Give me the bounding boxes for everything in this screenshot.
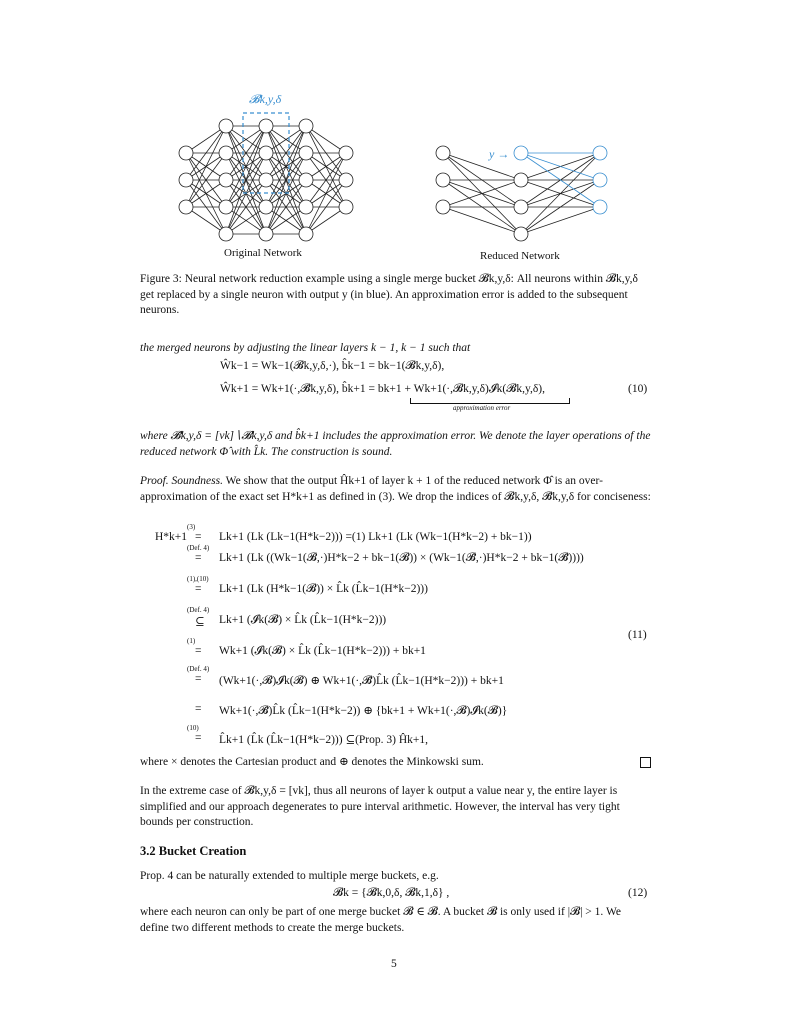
bucket-label: 𝓑k,y,δ: [249, 92, 282, 106]
page-number: 5: [391, 958, 397, 970]
derivation-rhs: Lk+1 (𝓘k(𝓑) × L̂k (L̂k−1(H*k−2))): [219, 614, 387, 626]
network-edge: [521, 207, 600, 234]
neuron-node: [179, 146, 193, 160]
eq10-line1: Ŵk−1 = Wk−1(𝓑k,y,δ,·), b̂k−1 = bk−1(𝓑k,y,δ),: [220, 360, 445, 372]
derivation-rhs: Wk+1 (𝓘k(𝓑) × L̂k (L̂k−1(H*k−2))) + bk+1: [219, 645, 426, 657]
eq12: 𝓑k = {𝓑k,0,δ, 𝓑k,1,δ} ,: [333, 887, 450, 899]
neuron-node: [259, 146, 273, 160]
eq10-number: (10): [628, 383, 648, 395]
proof-closing: where × denotes the Cartesian product and ⊕ denotes the Minkowski sum.: [140, 756, 484, 768]
derivation-justification: (Def. 4): [187, 606, 210, 614]
neuron-node: [259, 173, 273, 187]
derivation-relation: ⊆: [195, 616, 205, 628]
caption-reduced: Reduced Network: [480, 250, 560, 262]
derivation-justification: (Def. 4): [187, 544, 210, 552]
derivation-row: [155, 523, 635, 549]
derivation-justification: (1): [187, 637, 196, 645]
derivation-relation: =: [195, 531, 202, 543]
derivation-relation: =: [195, 645, 202, 657]
section-p2: where each neuron can only be part of one merge bucket 𝓑 ∈ 𝓑. A bucket 𝓑 is only used if |𝓑| > 1. We define two different methods to create the merge buckets.: [140, 906, 622, 934]
neuron-node: [179, 200, 193, 214]
network-edge: [443, 207, 521, 234]
proof-term: Soundness.: [171, 475, 223, 487]
reduced-network: [436, 146, 607, 241]
derivation-relation: =: [195, 703, 202, 715]
neuron-node: [179, 173, 193, 187]
derivation-row: [155, 724, 635, 750]
merged-neuron-node: [514, 146, 528, 160]
derivation-justification: (10): [187, 724, 199, 732]
derivation-row: [155, 637, 635, 663]
extreme-case-paragraph: In the extreme case of 𝓑k,y,δ = [vk], thus all neurons of layer k output a value near y, the entire layer is simplified and our approach degenerates to pure interval arithmetic. However, the interval has very tight bounds per construction.: [140, 785, 620, 828]
neuron-node: [436, 146, 450, 160]
output-neuron-node: [593, 173, 607, 187]
derivation-rhs: (Wk+1(·,𝓑)𝓘k(𝓑) ⊕ Wk+1(·,𝓑̄)L̂k (L̂k−1(H*k−2))) + bk+1: [219, 675, 504, 687]
derivation-row: [155, 606, 635, 632]
original-network: [179, 119, 353, 241]
derivation-relation: =: [195, 673, 202, 685]
neuron-node: [339, 173, 353, 187]
neuron-node: [339, 200, 353, 214]
neuron-node: [219, 200, 233, 214]
derivation-relation: =: [195, 583, 202, 595]
neuron-node: [299, 200, 313, 214]
network-figure: [0, 0, 791, 270]
prop-after: where 𝓑̄k,y,δ = [vk]∖𝓑k,y,δ and b̂k+1 includes the approximation error. We denote the layer operations of the reduced network Φ̂ with L̂k. The construction is sound.: [140, 430, 651, 458]
derivation-rhs: Lk+1 (Lk (Lk−1(H*k−2))) =(1) Lk+1 (Lk (Wk−1(H*k−2) + bk−1)): [219, 531, 532, 543]
derivation-justification: (1),(10): [187, 575, 209, 583]
network-edge: [521, 153, 600, 234]
neuron-node: [514, 227, 528, 241]
underbrace-label: approximation error: [453, 404, 511, 412]
output-neuron-node: [593, 200, 607, 214]
figure-caption: Figure 3: Neural network reduction example using a single merge bucket 𝓑k,y,δ: All neurons within 𝓑k,y,δ get replaced by a single neuron with output y (in blue). An approximation error is added to the subsequent neurons.: [140, 273, 638, 316]
proof-intro-text: We show that the output Ĥk+1 of layer k + 1 of the reduced network Φ̂ is an over-approximation of the exact set H*k+1 as defined in (3). We drop the indices of 𝓑k,y,δ, 𝓑̄k,y,δ for conciseness:: [140, 475, 651, 503]
caption-original: Original Network: [224, 247, 302, 259]
derivation-rhs: Lk+1 (Lk (H*k−1(𝓑)) × L̂k (L̂k−1(H*k−2))): [219, 583, 428, 595]
output-neuron-node: [593, 146, 607, 160]
neuron-node: [514, 200, 528, 214]
derivation-row: [155, 544, 635, 570]
derivation-row: [155, 665, 635, 691]
neuron-node: [299, 227, 313, 241]
neuron-node: [339, 146, 353, 160]
neuron-node: [299, 173, 313, 187]
proof-label: Proof.: [140, 475, 169, 487]
neuron-node: [219, 173, 233, 187]
derivation-row: [155, 575, 635, 601]
derivation-justification: (3): [187, 523, 196, 531]
neuron-node: [514, 173, 528, 187]
neuron-node: [259, 227, 273, 241]
eq11-number: (11): [628, 629, 647, 641]
proof-intro: [140, 474, 652, 505]
section-heading: 3.2 Bucket Creation: [140, 844, 247, 858]
neuron-node: [259, 119, 273, 133]
prop-intro: the merged neurons by adjusting the linear layers k − 1, k − 1 such that: [140, 342, 471, 354]
derivation-rhs: Wk+1(·,𝓑̄)L̂k (L̂k−1(H*k−2)) ⊕ {bk+1 + Wk+1(·,𝓑)𝓘k(𝓑)}: [219, 705, 508, 717]
derivation-rhs: L̂k+1 (L̂k (L̂k−1(H*k−2))) ⊆(Prop. 3) Ĥk+1,: [219, 734, 428, 746]
eq10-line2: Ŵk+1 = Wk+1(·,𝓑̄k,y,δ), b̂k+1 = bk+1 + Wk+1(·,𝓑k,y,δ)𝓘k(𝓑k,y,δ),: [220, 383, 546, 395]
derivation-relation: =: [195, 552, 202, 564]
network-edge: [306, 153, 346, 234]
derivation-relation: =: [195, 732, 202, 744]
neuron-node: [219, 227, 233, 241]
derivation-row: [155, 699, 635, 721]
qed-symbol: [640, 757, 651, 768]
network-edge: [186, 126, 226, 207]
eq12-number: (12): [628, 887, 648, 899]
neuron-node: [219, 119, 233, 133]
y-arrow-label: y →: [489, 147, 510, 161]
derivation-rhs: Lk+1 (Lk ((Wk−1(𝓑,·)H*k−2 + bk−1(𝓑)) × (Wk−1(𝓑̄,·)H*k−2 + bk−1(𝓑̄)))): [219, 552, 584, 564]
derivation-justification: (Def. 4): [187, 665, 210, 673]
section-p1: Prop. 4 can be naturally extended to multiple merge buckets, e.g.: [140, 870, 439, 882]
neuron-node: [259, 200, 273, 214]
neuron-node: [436, 200, 450, 214]
neuron-node: [436, 173, 450, 187]
neuron-node: [299, 146, 313, 160]
neuron-node: [299, 119, 313, 133]
neuron-node: [219, 146, 233, 160]
derivation-lhs: H*k+1: [155, 531, 188, 543]
